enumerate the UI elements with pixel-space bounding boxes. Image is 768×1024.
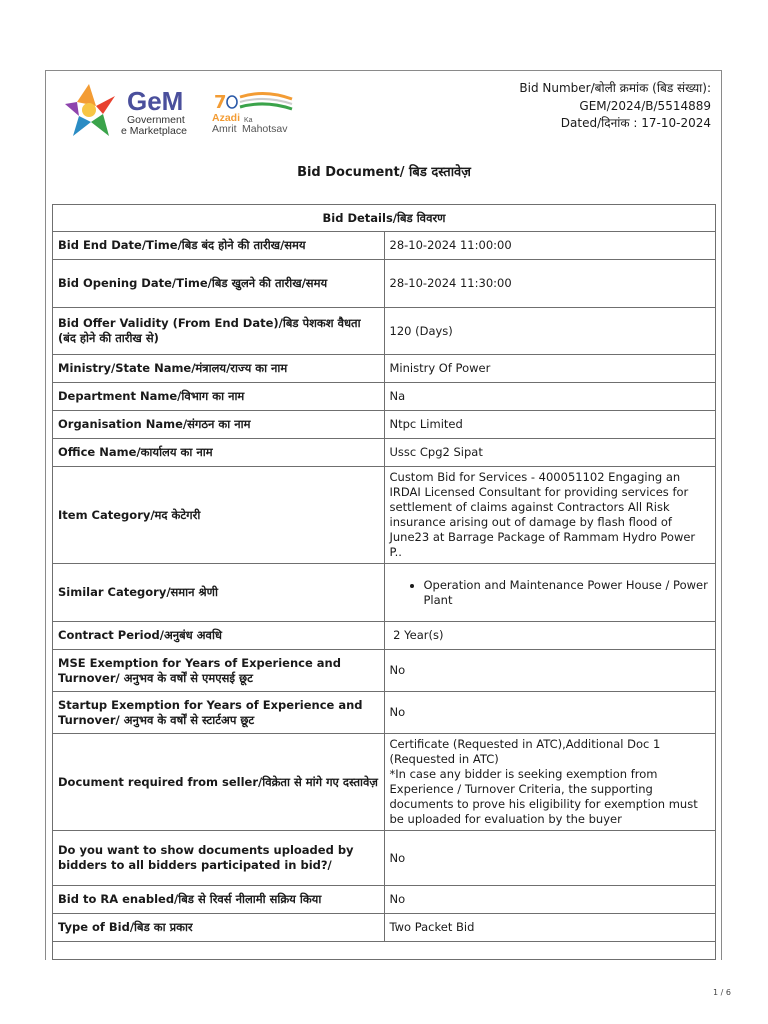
row-value: 28-10-2024 11:30:00 <box>384 260 716 308</box>
gem-line2: e Marketplace <box>121 125 187 137</box>
row-value: 2 Year(s) <box>384 622 716 650</box>
azadi-ka: Ka <box>244 117 253 124</box>
gem-logo <box>63 80 203 142</box>
row-label: Contract Period/अनुबंध अवधि <box>53 622 385 650</box>
row-label: Bid Offer Validity (From End Date)/बिड पेशकश वैधता (बंद होने की तारीख से) <box>53 308 385 355</box>
table-row <box>53 383 716 411</box>
row-value: Ussc Cpg2 Sipat <box>384 439 716 467</box>
table-row <box>53 886 716 914</box>
row-label: Item Category/मद केटेगरी <box>53 467 385 564</box>
gem-title: GeM <box>127 86 184 116</box>
bid-number-label: Bid Number/बोली क्रमांक (बिड संख्या): <box>519 81 711 95</box>
tricolour-icon <box>214 92 292 113</box>
table-row <box>53 308 716 355</box>
row-value: Ntpc Limited <box>384 411 716 439</box>
row-value: No <box>384 831 716 886</box>
row-value: Custom Bid for Services - 400051102 Engaging an IRDAI Licensed Consultant for providing services for settlement of claims against Contractors All Risk insurance arising out of damage by flash flood of June23 at Barrage Package of Rammam Hydro Power P.. <box>384 467 716 564</box>
row-value: Ministry Of Power <box>384 355 716 383</box>
table-heading: Bid Details/बिड विवरण <box>53 205 716 232</box>
gem-star-icon <box>65 84 115 136</box>
row-label: Organisation Name/संगठन का नाम <box>53 411 385 439</box>
row-value: No <box>384 692 716 734</box>
table-row <box>53 411 716 439</box>
row-value: No <box>384 650 716 692</box>
row-label: Ministry/State Name/मंत्रालय/राज्य का नाम <box>53 355 385 383</box>
table-continuation <box>52 920 716 960</box>
row-value-list <box>384 564 716 622</box>
azadi-word: Azadi <box>212 112 241 124</box>
table-row <box>53 692 716 734</box>
table-row <box>53 232 716 260</box>
azadi-logo <box>210 91 300 135</box>
exemption-note: *In case any bidder is seeking exemption from Experience / Turnover Criteria, the supporting documents to prove his eligibility for exemption must be uploaded for evaluation by the buyer <box>389 767 698 826</box>
table-row <box>53 467 716 564</box>
gem-line1: Government <box>127 114 185 126</box>
table-row <box>53 564 716 622</box>
row-label: Bid End Date/Time/बिड बंद होने की तारीख/समय <box>53 232 385 260</box>
table-row <box>53 831 716 886</box>
table-row <box>53 260 716 308</box>
table-row <box>53 355 716 383</box>
table-row <box>53 734 716 831</box>
row-label: Type of Bid/बिड का प्रकार <box>53 914 385 942</box>
azadi-amrit: Amrit <box>212 123 237 135</box>
row-label: Bid Opening Date/Time/बिड खुलने की तारीख/समय <box>53 260 385 308</box>
bid-date: Dated/दिनांक : 17-10-2024 <box>560 116 711 130</box>
row-label: Do you want to show documents uploaded by bidders to all bidders participated in bid?/ <box>53 831 385 886</box>
row-label: Office Name/कार्यालय का नाम <box>53 439 385 467</box>
row-value: Na <box>384 383 716 411</box>
bid-details-table <box>52 204 716 942</box>
row-label: Department Name/विभाग का नाम <box>53 383 385 411</box>
row-label: Startup Exemption for Years of Experience and Turnover/ अनुभव के वर्षों से स्टार्टअप छूट <box>53 692 385 734</box>
similar-category-item: • Operation and Maintenance Power House / Power Plant <box>424 578 711 608</box>
required-docs: Certificate (Requested in ATC),Additional Doc 1 (Requested in ATC) <box>389 737 661 766</box>
bid-info <box>519 80 711 133</box>
azadi-mahotsav: Mahotsav <box>242 123 288 135</box>
table-row <box>53 650 716 692</box>
row-value: 28-10-2024 11:00:00 <box>384 232 716 260</box>
table-row <box>53 622 716 650</box>
row-value-docs <box>384 734 716 831</box>
table-row <box>53 439 716 467</box>
svg-text:7: 7 <box>214 92 227 113</box>
row-label: Bid to RA enabled/बिड से रिवर्स नीलामी सक्रिय किया <box>53 886 385 914</box>
row-value: Two Packet Bid <box>384 914 716 942</box>
page-number: 1 / 6 <box>713 988 731 997</box>
document-title: Bid Document/ बिड दस्तावेज़ <box>297 165 471 180</box>
row-value: 120 (Days) <box>384 308 716 355</box>
row-label: Similar Category/समान श्रेणी <box>53 564 385 622</box>
row-label: MSE Exemption for Years of Experience and Turnover/ अनुभव के वर्षों से एमएसई छूट <box>53 650 385 692</box>
row-value: No <box>384 886 716 914</box>
bid-number: GEM/2024/B/5514889 <box>579 98 711 113</box>
row-label: Document required from seller/विक्रेता से मांगे गए दस्तावेज़ <box>53 734 385 831</box>
